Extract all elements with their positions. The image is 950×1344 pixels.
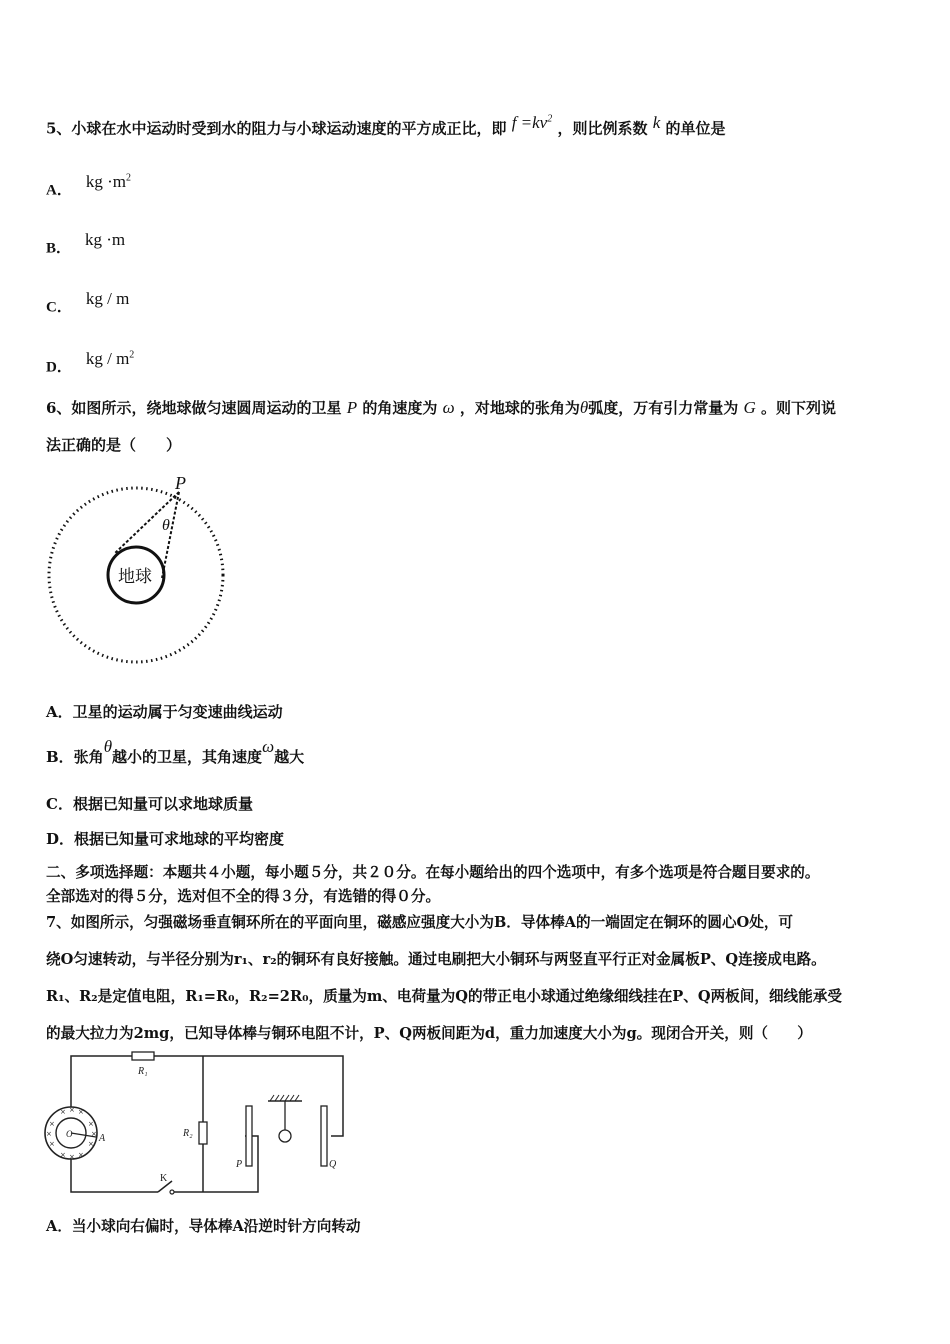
plate-p [246,1106,252,1166]
satellite-label: P [175,473,186,493]
q6-satellite-figure [44,470,234,670]
svg-text:×: × [69,1153,75,1161]
angle-label: θ [162,517,170,534]
q7-line4: 的最大拉力为2mg，已知导体棒与铜环电阻不计，P、Q两板间距为d，重力加速度大小为g。现闭合开关，则（ ） [46,1025,812,1042]
plate-q [321,1106,327,1166]
label-q: Q [329,1159,337,1170]
svg-text:×: × [78,1108,84,1116]
label-o: O [66,1129,73,1139]
svg-text:×: × [46,1130,52,1138]
q7-circuit-figure [40,1050,360,1200]
svg-text:×: × [49,1120,55,1128]
q5-formula: $f =kv^2$ [511,112,553,132]
q5-k: k [652,112,661,132]
q6-option-d: D．根据已知量可求地球的平均密度 [46,830,285,848]
svg-text:×: × [88,1120,94,1128]
svg-text:×: × [88,1140,94,1148]
wire-top [71,1056,203,1114]
wire-bottom [71,1152,158,1192]
q5-stem-c: 的单位是 [665,119,726,138]
q6-option-b: B．张角θ越小的卫星，其角速度ω越大 [46,737,305,766]
q7-option-a: A．当小球向右偏时，导体棒A沿逆时针方向转动 [46,1218,361,1235]
q6-option-a: A．卫星的运动属于匀变速曲线运动 [46,703,283,721]
section2-line2: 全部选对的得５分，选对但不全的得３分，有选错的得０分。 [46,888,441,905]
earth-label: 地球 [118,567,152,587]
label-r1: R₁ [138,1066,148,1077]
resistor-r1 [132,1052,154,1060]
svg-text:×: × [69,1106,75,1114]
q7-line2: 绕O匀速转动，与半径分别为r₁、r₂的铜环有良好接触。通过电刷把大小铜环与两竖直平行正对金属板P、Q连接成电路。 [46,951,826,968]
q6-stem-line1: 6、如图所示，绕地球做匀速圆周运动的卫星 P 的角速度为 ω ，对地球的张角为θ弧度，万有引力常量为 G 。则下列说 [46,398,836,417]
q5-stem-a: 5、小球在水中运动时受到水的阻力与小球运动速度的平方成正比，即 [46,119,507,138]
svg-text:×: × [60,1108,66,1116]
q5-option-b: B． kg ·m [46,229,126,257]
q5-option-c: C． kg / m [46,288,130,316]
q5-option-d: D． kg / $m^2$ [46,348,135,376]
svg-text:×: × [78,1151,84,1159]
q6-stem-line2: 法正确的是（ ） [46,436,182,454]
svg-text:×: × [49,1140,55,1148]
q5-option-a: A． kg $\cdot m^2$ [46,171,131,199]
q7-line1: 7、如图所示，匀强磁场垂直铜环所在的平面向里，磁感应强度大小为B．导体棒A的一端固定在铜环的圆心O处，可 [46,914,794,931]
label-a: A [99,1133,106,1144]
section2-line1: 二、多项选择题：本题共４小题，每小题５分，共２０分。在每小题给出的四个选项中，有多个选项是符合题目要求的。 [46,864,820,881]
q7-line3: R₁、R₂是定值电阻，R₁=R₀，R₂=2R₀，质量为m、电荷量为Q的带正电小球通过绝缘细线挂在P、Q两板间，细线能承受 [46,988,842,1005]
q5-stem [46,112,726,139]
label-k: K [160,1173,168,1184]
charged-ball [279,1130,291,1142]
q6-option-c: C．根据已知量可以求地球质量 [46,795,253,813]
resistor-r2 [199,1122,207,1144]
tangent-line-right [162,492,179,578]
label-p: P [236,1159,243,1170]
q5-stem-b: ，则比例系数 [557,119,648,138]
label-r2: R₂ [183,1128,193,1139]
svg-text:×: × [60,1151,66,1159]
svg-text:×: × [91,1130,97,1138]
